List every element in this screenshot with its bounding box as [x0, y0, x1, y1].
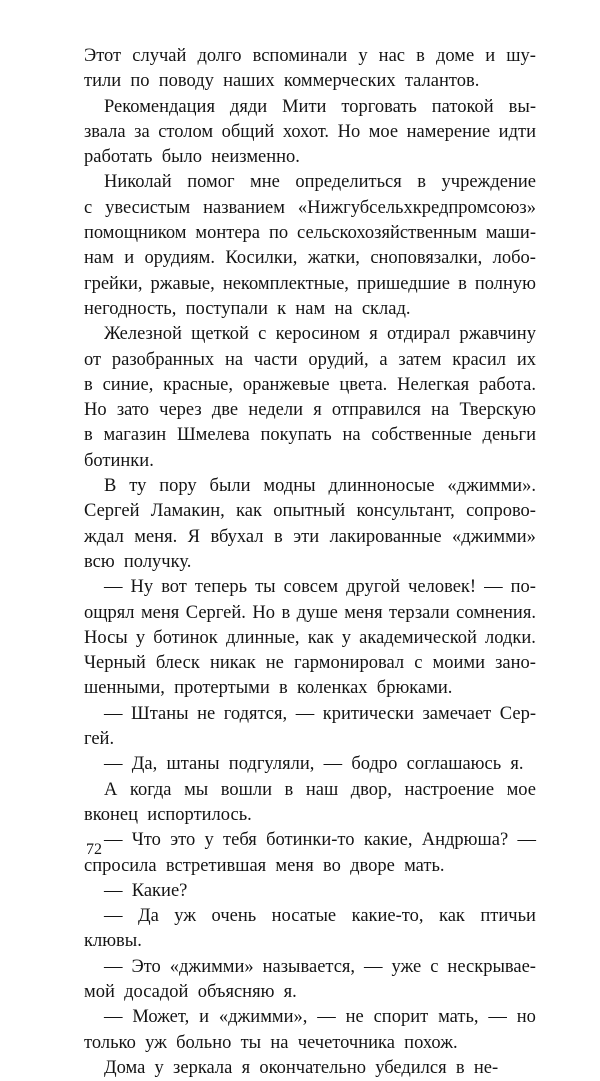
- text-line: Дома у зеркала я окончательно убедился в не-: [104, 1057, 499, 1078]
- word: вспоминали: [252, 46, 348, 66]
- word: отправился: [331, 400, 421, 421]
- word: Этот: [84, 46, 122, 66]
- word: моими: [432, 653, 485, 674]
- word: Андрюша?: [421, 830, 509, 851]
- word: ждал: [84, 526, 124, 547]
- word: Носы: [84, 627, 128, 648]
- word: ощрял: [84, 602, 135, 623]
- word: разобранных: [111, 349, 215, 370]
- word: названием: [203, 197, 285, 218]
- word: мне: [250, 172, 280, 193]
- word: в: [84, 425, 93, 446]
- word: долго: [197, 46, 242, 66]
- word: терзали: [389, 602, 450, 623]
- word: академической: [359, 627, 477, 648]
- word: столом: [158, 121, 214, 142]
- word: совсем: [283, 577, 339, 598]
- word: Штаны: [131, 703, 189, 724]
- text-line: [84, 246, 536, 271]
- word: щеткой: [191, 324, 249, 345]
- word: Сергей.: [185, 602, 246, 623]
- word: человек!: [408, 577, 477, 598]
- word: пору: [159, 476, 197, 497]
- word: грейки,: [84, 273, 143, 294]
- word: —: [104, 703, 123, 724]
- text-line: [84, 828, 536, 853]
- word: доме: [435, 46, 475, 66]
- word: мать,: [438, 1007, 479, 1028]
- word: керосином: [275, 324, 360, 345]
- text-line: негодность, поступали к нам на склад.: [84, 298, 411, 319]
- word: меня.: [134, 526, 178, 547]
- word: собственные: [371, 425, 472, 446]
- word: «Нижгубсельхкредпромсоюз»: [297, 197, 536, 218]
- word: длинные,: [225, 627, 300, 648]
- text-line: [84, 651, 536, 676]
- word: Тверскую: [459, 400, 536, 421]
- word: учреждение: [441, 172, 536, 193]
- word: сомнения.: [456, 602, 536, 623]
- word: в: [281, 602, 291, 623]
- word: зато: [116, 400, 149, 421]
- word: мое: [506, 779, 536, 800]
- word: хохот.: [282, 121, 330, 142]
- text-line: [84, 44, 536, 69]
- text-line: [84, 601, 536, 626]
- word: «джимми»: [452, 526, 536, 547]
- text-line: [84, 95, 536, 120]
- text-line: гей.: [84, 729, 115, 750]
- word: Нелегкая: [397, 374, 470, 395]
- word: Но: [337, 121, 361, 142]
- word: затем: [398, 349, 442, 370]
- text-line: [84, 120, 536, 145]
- word: В: [104, 476, 117, 497]
- word: намерение: [406, 121, 491, 142]
- word: сопрово-: [466, 501, 536, 522]
- word: от: [84, 349, 102, 370]
- text-line: — Да, штаны подгуляли, — бодро соглашаюсь я.: [104, 754, 524, 775]
- word: это: [170, 830, 196, 851]
- word: покупать: [260, 425, 332, 446]
- word: наш: [305, 779, 339, 800]
- word: птичьи: [480, 906, 536, 927]
- text-line: [84, 423, 536, 448]
- word: спорит: [373, 1007, 429, 1028]
- word: —: [484, 577, 503, 598]
- word: общий: [221, 121, 275, 142]
- page-number: 72: [86, 841, 102, 858]
- word: на: [224, 349, 244, 370]
- word: уж: [174, 906, 197, 927]
- word: —: [317, 1007, 336, 1028]
- word: звала: [84, 121, 126, 142]
- word: и: [485, 46, 496, 66]
- word: деньги: [482, 425, 536, 446]
- word: жатки,: [307, 248, 360, 269]
- word: монтера: [195, 223, 261, 244]
- body-text: [84, 44, 536, 1081]
- word: —: [104, 1007, 123, 1028]
- word: и: [124, 248, 135, 269]
- text-line: спросила встретившая меня во дворе мать.: [84, 855, 445, 876]
- word: лакированные: [329, 526, 442, 547]
- word: уже: [391, 956, 422, 977]
- word: Мити: [282, 96, 327, 117]
- word: у: [341, 627, 352, 648]
- word: ты: [255, 577, 276, 598]
- word: в: [458, 273, 467, 294]
- word: когда: [129, 779, 172, 800]
- word: красил: [452, 349, 507, 370]
- word: не: [345, 1007, 364, 1028]
- word: ботинок: [153, 627, 218, 648]
- word: на: [342, 425, 361, 446]
- word: помог: [187, 172, 235, 193]
- word: тебя: [223, 830, 257, 851]
- word: красные,: [163, 374, 233, 395]
- word: по: [268, 223, 289, 244]
- word: у: [204, 830, 214, 851]
- word: мы: [184, 779, 209, 800]
- word: —: [488, 1007, 507, 1028]
- text-line: [84, 196, 536, 221]
- word: ботинки-то: [266, 830, 355, 851]
- text-line: мой досадой объясняю я.: [84, 981, 297, 1002]
- word: магазин: [103, 425, 167, 446]
- word: за: [134, 121, 150, 142]
- word: какие-то,: [351, 906, 424, 927]
- word: по-: [510, 577, 536, 598]
- word: теперь: [194, 577, 248, 598]
- word: —: [104, 906, 123, 927]
- word: Что: [131, 830, 161, 851]
- word: мое: [368, 121, 399, 142]
- word: —: [104, 830, 123, 851]
- word: —: [517, 830, 536, 851]
- word: как: [439, 906, 465, 927]
- word: некомплектные,: [222, 273, 349, 294]
- word: синие,: [102, 374, 154, 395]
- word: орудиям.: [144, 248, 216, 269]
- word: А: [104, 779, 118, 800]
- text-line: всю получку.: [84, 551, 192, 572]
- word: в: [273, 526, 283, 547]
- word: в: [84, 374, 93, 395]
- word: Шмелева: [176, 425, 250, 446]
- word: через: [159, 400, 202, 421]
- word: в: [416, 46, 425, 66]
- word: в: [284, 779, 294, 800]
- word: нам: [84, 248, 114, 269]
- word: —: [104, 577, 123, 598]
- word: отдирал: [387, 324, 451, 345]
- text-line: [84, 1005, 536, 1030]
- word: не: [265, 653, 284, 674]
- word: у: [135, 627, 146, 648]
- word: «джимми».: [447, 476, 536, 497]
- text-line: [84, 499, 536, 524]
- word: сноповязалки,: [370, 248, 483, 269]
- word: Да: [137, 906, 159, 927]
- word: у: [358, 46, 368, 66]
- word: сельскохозяйственным: [297, 223, 477, 244]
- word: ржавые,: [150, 273, 215, 294]
- word: —: [364, 956, 383, 977]
- word: полную: [474, 273, 536, 294]
- word: эти: [293, 526, 320, 547]
- word: «джимми»: [169, 956, 254, 977]
- text-line: [84, 170, 536, 195]
- word: нескрывае-: [447, 956, 536, 977]
- text-line: [84, 702, 536, 727]
- word: определиться: [295, 172, 402, 193]
- word: пришедшие: [356, 273, 451, 294]
- text-line: ботинки.: [84, 450, 154, 471]
- word: помощником: [84, 223, 187, 244]
- word: не: [197, 703, 216, 724]
- word: патокой: [431, 96, 494, 117]
- word: двор,: [350, 779, 392, 800]
- word: Я: [187, 526, 201, 547]
- word: другой: [346, 577, 401, 598]
- word: маши-: [485, 223, 536, 244]
- text-line: клювы.: [84, 931, 142, 952]
- word: и: [199, 1007, 209, 1028]
- word: опытный: [273, 501, 346, 522]
- word: душе: [296, 602, 338, 623]
- word: —: [295, 703, 315, 724]
- text-line: только уж больно ты на чечеточника похож.: [84, 1032, 458, 1053]
- word: в: [417, 172, 427, 193]
- word: Рекомендация: [104, 96, 215, 117]
- word: случай: [132, 46, 187, 66]
- word: консультант,: [356, 501, 455, 522]
- word: шу-: [506, 46, 536, 66]
- word: торговать: [341, 96, 417, 117]
- word: Ламакин,: [150, 501, 225, 522]
- word: называется,: [262, 956, 356, 977]
- word: с: [84, 197, 93, 218]
- word: меня: [140, 602, 180, 623]
- text-line: шенными, протертыми в коленках брюками.: [84, 678, 453, 699]
- word: орудий,: [308, 349, 369, 370]
- text-line: вконец испортилось.: [84, 804, 252, 825]
- word: увесистым: [105, 197, 191, 218]
- word: две: [211, 400, 239, 421]
- word: а: [379, 349, 388, 370]
- word: цвета.: [339, 374, 388, 395]
- word: оранжевые: [242, 374, 330, 395]
- word: я: [369, 324, 378, 345]
- word: Николай: [104, 172, 172, 193]
- word: настроение: [404, 779, 495, 800]
- text-line: [84, 778, 536, 803]
- word: с: [414, 653, 423, 674]
- word: замечает: [422, 703, 492, 724]
- word: вбухал: [210, 526, 264, 547]
- word: части: [253, 349, 298, 370]
- word: их: [516, 349, 536, 370]
- word: меня: [344, 602, 383, 623]
- word: Сергей: [84, 501, 140, 522]
- word: —: [104, 956, 123, 977]
- text-line: [84, 955, 536, 980]
- word: были: [209, 476, 251, 497]
- word: нас: [378, 46, 405, 66]
- word: модны: [263, 476, 316, 497]
- word: критически: [322, 703, 414, 724]
- text-line: [84, 221, 536, 246]
- word: недели: [248, 400, 303, 421]
- word: Ну: [130, 577, 154, 598]
- word: никак: [209, 653, 256, 674]
- word: «джимми»,: [218, 1007, 308, 1028]
- word: Железной: [104, 324, 182, 345]
- text-line: [84, 348, 536, 373]
- word: блеск: [155, 653, 200, 674]
- word: вы-: [508, 96, 536, 117]
- word: как: [307, 627, 334, 648]
- word: лобо-: [492, 248, 536, 269]
- word: вот: [161, 577, 187, 598]
- word: но: [516, 1007, 536, 1028]
- word: лодки.: [485, 627, 536, 648]
- text-line: [84, 626, 536, 651]
- text-line: [84, 322, 536, 347]
- word: Сер-: [499, 703, 536, 724]
- text-line: [84, 272, 536, 297]
- word: работа.: [478, 374, 536, 395]
- word: Но: [252, 602, 275, 623]
- word: как: [236, 501, 262, 522]
- word: я: [313, 400, 322, 421]
- word: на: [431, 400, 450, 421]
- word: очень: [211, 906, 257, 927]
- word: годятся,: [223, 703, 288, 724]
- word: Косилки,: [225, 248, 298, 269]
- word: с: [258, 324, 267, 345]
- word: дяди: [229, 96, 268, 117]
- word: гармонировал: [294, 653, 405, 674]
- word: с: [430, 956, 439, 977]
- word: Черный: [84, 653, 146, 674]
- word: идти: [498, 121, 536, 142]
- word: Но: [84, 400, 107, 421]
- word: Это: [131, 956, 161, 977]
- word: ту: [129, 476, 147, 497]
- text-line: — Какие?: [104, 880, 188, 901]
- word: Может,: [132, 1007, 190, 1028]
- word: какие,: [363, 830, 413, 851]
- word: длинноносые: [328, 476, 435, 497]
- word: носатые: [271, 906, 337, 927]
- text-line: [84, 474, 536, 499]
- word: вошли: [220, 779, 272, 800]
- word: зано-: [495, 653, 536, 674]
- text-line: [84, 525, 536, 550]
- word: ржавчину: [459, 324, 536, 345]
- text-line: [84, 398, 536, 423]
- text-line: работать было неизменно.: [84, 147, 300, 168]
- text-line: тили по поводу наших коммерческих талантов.: [84, 71, 480, 92]
- text-line: [84, 575, 536, 600]
- text-line: [84, 373, 536, 398]
